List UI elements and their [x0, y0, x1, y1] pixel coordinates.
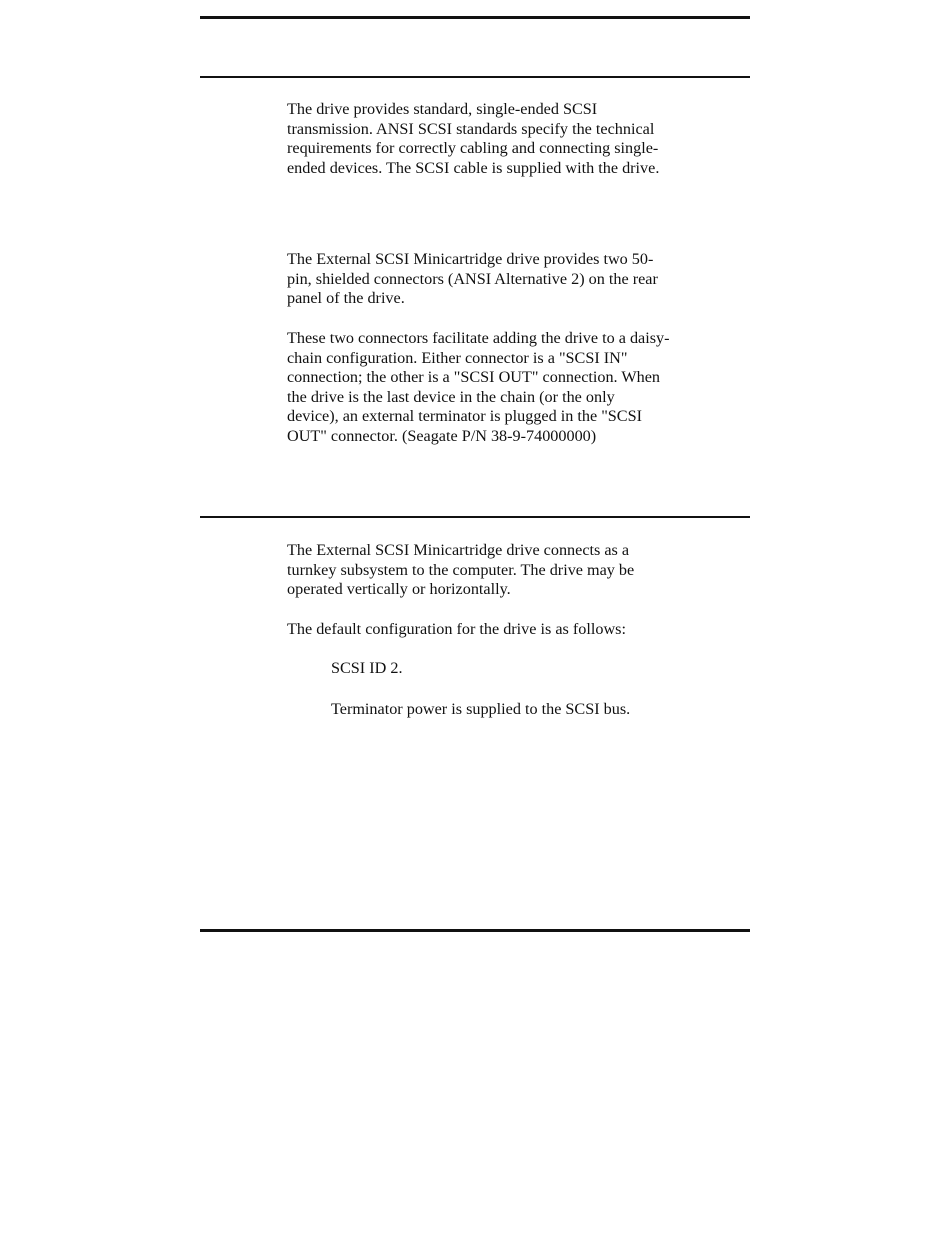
paragraph-default-configuration: The default configuration for the drive is as follows:: [287, 620, 626, 638]
section-rule-1: [200, 76, 750, 78]
default-config-item: SCSI ID 2.: [331, 659, 403, 677]
paragraph-connectors: The External SCSI Minicartridge drive provides two 50- pin, shielded connectors (ANSI Alternative 2) on the rear panel of the drive.: [287, 250, 658, 307]
paragraph-turnkey-subsystem: The External SCSI Minicartridge drive connects as a turnkey subsystem to the computer. The drive may be operated vertically or horizontally.: [287, 541, 635, 598]
section-rule-2: [200, 516, 750, 518]
top-rule: [200, 16, 750, 19]
default-config-item: Terminator power is supplied to the SCSI bus.: [331, 700, 631, 718]
bottom-rule: [200, 929, 750, 932]
paragraph-scsi-transmission: The drive provides standard, single-ended SCSI transmission. ANSI SCSI standards specify the technical requirements for correctly cabling and connecting single- ended devices. The SCSI cable is supplied with the drive.: [287, 100, 660, 177]
paragraph-daisy-chain: These two connectors facilitate adding the drive to a daisy- chain configuration. Either connector is a "SCSI IN" connection; the other is a "SCSI OUT" connection. When the drive is the last device in the chain (or the only device), an external terminator is plugged in the "SCSI OUT" connector. (Seagate P/N 38-9-74000000): [287, 329, 670, 445]
